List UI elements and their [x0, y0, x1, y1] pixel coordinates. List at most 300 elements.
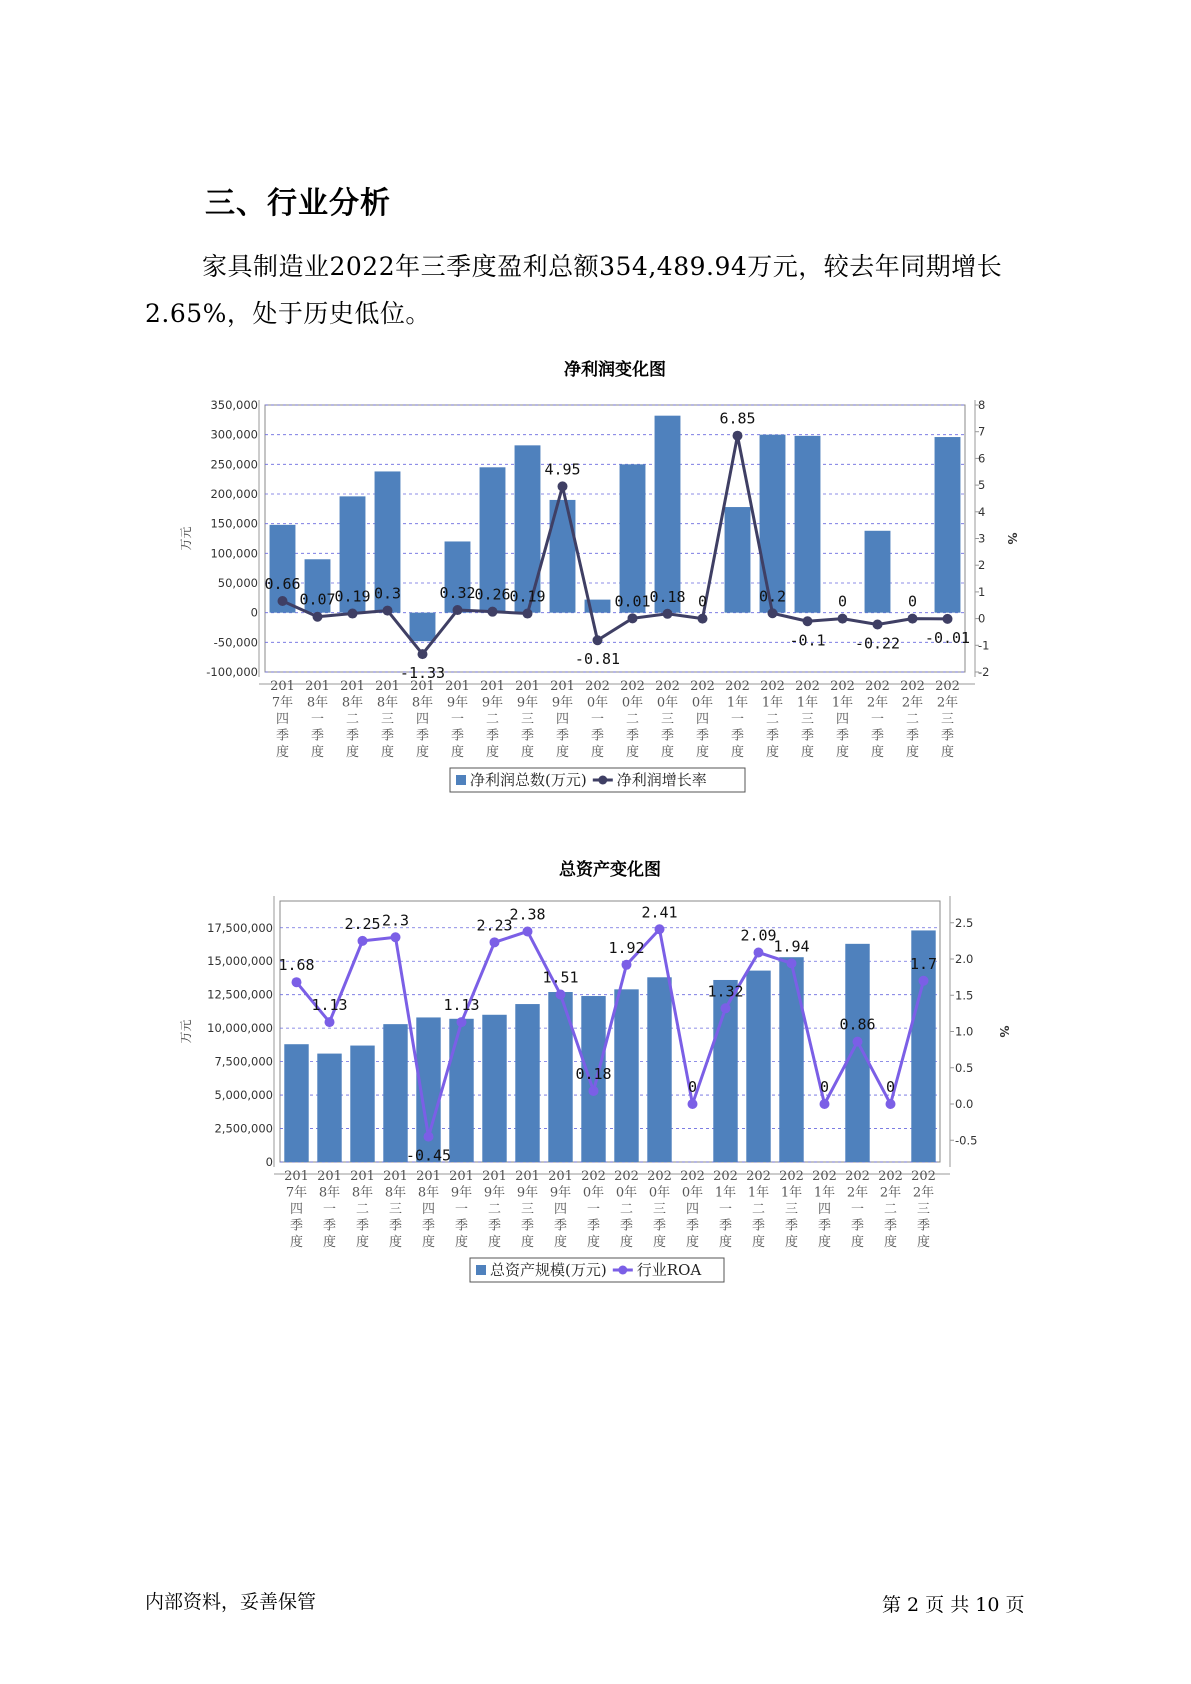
y2-tick-label: 6 [978, 451, 986, 466]
category-label [725, 679, 750, 760]
y-tick-label: 5,000,000 [214, 1088, 273, 1103]
category-label-line: 9年 [549, 1185, 572, 1201]
category-label-line: 度 [289, 1235, 304, 1250]
data-label: 0.66 [264, 574, 301, 593]
legend-line-label: 净利润增长率 [616, 771, 707, 789]
category-label-line: 季 [345, 728, 360, 744]
line-point [698, 614, 708, 624]
category-label-line: 季 [415, 728, 430, 744]
category-label-line: 202 [760, 679, 785, 694]
category-label-line: 度 [850, 1235, 865, 1250]
category-label-line: 一 [450, 712, 465, 727]
category-label [865, 679, 890, 760]
line-point [754, 947, 764, 957]
category-label-line: 季 [520, 728, 535, 744]
y-tick-label: 150,000 [210, 516, 258, 531]
y2-tick-label: -0.5 [955, 1133, 978, 1148]
y2-axis-label: % [997, 1025, 1011, 1038]
line-point [358, 936, 368, 946]
bar [620, 464, 646, 612]
line-point [424, 1132, 434, 1142]
data-label: 2.25 [344, 914, 381, 933]
line-point [655, 924, 665, 934]
category-label-line: 201 [410, 679, 435, 694]
category-label-line: 2年 [912, 1185, 935, 1201]
category-label-line: 9年 [446, 695, 469, 711]
line-point [919, 976, 929, 986]
category-label-line: 202 [725, 679, 750, 694]
category-label-line: 0年 [648, 1185, 671, 1201]
category-label-line: 1年 [761, 695, 784, 711]
category-label-line: 201 [284, 1169, 309, 1184]
data-label: 0.07 [299, 590, 336, 609]
bar [865, 531, 891, 613]
line-point [490, 937, 500, 947]
data-label: -0.1 [789, 631, 826, 650]
category-label-line: 一 [322, 1202, 337, 1217]
category-label-line: 季 [625, 728, 640, 744]
category-label-line: 9年 [481, 695, 504, 711]
category-label-line: 三 [660, 712, 675, 727]
category-label-line: 201 [515, 1169, 540, 1184]
category-label-line: 度 [751, 1235, 766, 1250]
category-label-line: 度 [800, 745, 815, 760]
category-label [340, 679, 365, 760]
bar [515, 1004, 539, 1162]
category-label-line: 季 [850, 1218, 865, 1234]
category-label-line: 201 [270, 679, 295, 694]
y-tick-label: 15,000,000 [207, 954, 273, 969]
line-point [348, 609, 358, 619]
data-label: 4.95 [544, 460, 581, 479]
category-label-line: 季 [800, 728, 815, 744]
bar [350, 1046, 374, 1162]
category-label [713, 1169, 738, 1250]
category-label-line: 度 [940, 745, 955, 760]
category-label-line: 202 [900, 679, 925, 694]
category-label-line: 度 [553, 1235, 568, 1250]
line-point [820, 1099, 830, 1109]
data-label: 1.94 [773, 937, 810, 956]
category-label-line: 202 [655, 679, 680, 694]
category-label-line: 季 [883, 1218, 898, 1234]
category-label-line: 季 [275, 728, 290, 744]
category-label-line: 季 [718, 1218, 733, 1234]
category-label-line: 201 [445, 679, 470, 694]
category-label-line: 季 [660, 728, 675, 744]
data-label: 1.68 [278, 956, 315, 975]
category-label-line: 1年 [780, 1185, 803, 1201]
category-label-line: 7年 [271, 695, 294, 711]
legend-line-marker [618, 1266, 627, 1275]
line-point [768, 608, 778, 618]
line-point [873, 619, 883, 629]
category-label-line: 季 [685, 1218, 700, 1234]
line-point [292, 977, 302, 987]
category-label-line: 季 [553, 1218, 568, 1234]
line-point [688, 1099, 698, 1109]
category-label-line: 四 [553, 1202, 568, 1217]
category-label-line: 季 [870, 728, 885, 744]
category-label [416, 1169, 441, 1250]
data-label: 2.23 [476, 916, 513, 935]
data-label: 1.32 [707, 982, 744, 1001]
bar [284, 1044, 308, 1162]
category-label-line: 四 [817, 1202, 832, 1217]
category-label-line: 度 [310, 745, 325, 760]
legend-bar-swatch [456, 775, 466, 785]
category-label-line: 202 [713, 1169, 738, 1184]
category-label [350, 1169, 375, 1250]
category-label [550, 679, 575, 760]
category-label-line: 1年 [747, 1185, 770, 1201]
category-label-line: 季 [835, 728, 850, 744]
bar [795, 436, 821, 613]
category-label-line: 202 [680, 1169, 705, 1184]
data-label: 0 [697, 592, 708, 611]
data-label: 0 [819, 1078, 830, 1096]
category-label-line: 季 [421, 1218, 436, 1234]
data-label: 0.3 [373, 584, 402, 603]
category-label [845, 1169, 870, 1250]
category-label [585, 679, 610, 760]
category-label-line: 201 [383, 1169, 408, 1184]
footer-confidential-note: 内部资料，妥善保管 [145, 1591, 317, 1613]
category-label-line: 度 [765, 745, 780, 760]
category-label-line: 9年 [516, 695, 539, 711]
line-point [523, 609, 533, 619]
category-label-line: 202 [614, 1169, 639, 1184]
category-label-line: 四 [555, 712, 570, 727]
category-label-line: 2年 [846, 1185, 869, 1201]
category-label-line: 度 [355, 1235, 370, 1250]
category-label-line: 8年 [417, 1185, 440, 1201]
line-point [457, 1017, 467, 1027]
data-label: 6.85 [719, 409, 756, 428]
category-label-line: 0年 [656, 695, 679, 711]
category-label-line: 二 [345, 712, 360, 727]
category-label-line: 1年 [831, 695, 854, 711]
category-label-line: 度 [454, 1235, 469, 1250]
category-label-line: 一 [310, 712, 325, 727]
category-label-line: 8年 [306, 695, 329, 711]
category-label-line: 202 [935, 679, 960, 694]
data-label: 0.19 [509, 587, 546, 606]
net-profit-chart [0, 350, 1191, 810]
category-label-line: 二 [487, 1202, 502, 1217]
line-point [853, 1037, 863, 1047]
data-label: 1.92 [608, 938, 645, 957]
bar [845, 944, 869, 1162]
category-label-line: 度 [835, 745, 850, 760]
legend [450, 768, 745, 792]
data-label: 1.51 [542, 968, 579, 987]
category-label-line: 四 [835, 712, 850, 727]
category-label-line: 三 [916, 1202, 931, 1217]
category-label-line: 202 [812, 1169, 837, 1184]
category-label-line: 度 [685, 1235, 700, 1250]
y2-tick-label: 4 [978, 504, 986, 519]
line-point [383, 606, 393, 616]
data-label: 0.19 [334, 587, 371, 606]
category-label [445, 679, 470, 760]
line-point [589, 1086, 599, 1096]
y-tick-label: -50,000 [213, 635, 258, 650]
category-label [410, 679, 435, 760]
category-label-line: 季 [765, 728, 780, 744]
chart-title: 净利润变化图 [564, 360, 666, 380]
category-label [480, 679, 505, 760]
category-label [655, 679, 680, 760]
category-label-line: 季 [652, 1218, 667, 1234]
bar [317, 1054, 341, 1162]
category-label-line: 四 [415, 712, 430, 727]
y2-tick-label: 3 [978, 531, 986, 546]
category-label-line: 季 [940, 728, 955, 744]
category-label [482, 1169, 507, 1250]
category-label-line: 度 [652, 1235, 667, 1250]
category-label [900, 679, 925, 760]
category-label [375, 679, 400, 760]
category-label [812, 1169, 837, 1250]
y2-tick-label: 1.0 [955, 1024, 974, 1039]
category-label-line: 1年 [796, 695, 819, 711]
y2-tick-label: 2.0 [955, 952, 974, 966]
data-label: 0 [837, 592, 848, 611]
category-label-line: 度 [905, 745, 920, 760]
line-point [622, 960, 632, 970]
category-label-line: 201 [482, 1169, 507, 1184]
legend-bar-swatch [476, 1265, 486, 1275]
category-label-line: 二 [625, 712, 640, 727]
category-label-line: 一 [730, 712, 745, 727]
category-label [830, 679, 855, 760]
category-label-line: 202 [845, 1169, 870, 1184]
data-label: -0.45 [405, 1146, 452, 1165]
category-label-line: 度 [555, 745, 570, 760]
y-tick-label: 350,000 [210, 398, 258, 412]
category-label-line: 8年 [411, 695, 434, 711]
bar [779, 957, 803, 1162]
category-label-line: 202 [795, 679, 820, 694]
data-label: -1.33 [399, 664, 446, 683]
category-label-line: 201 [515, 679, 540, 694]
category-label [515, 1169, 540, 1250]
data-label: 1.13 [443, 996, 480, 1015]
category-label-line: 度 [487, 1235, 502, 1250]
category-label-line: 度 [590, 745, 605, 760]
category-label-line: 8年 [341, 695, 364, 711]
category-label [548, 1169, 573, 1250]
plot-frame [265, 405, 965, 672]
y2-axis-label: % [1005, 532, 1019, 545]
category-label-line: 8年 [318, 1185, 341, 1201]
bar [383, 1024, 407, 1162]
category-label-line: 9年 [516, 1185, 539, 1201]
category-label-line: 二 [751, 1202, 766, 1217]
line-point [803, 616, 813, 626]
category-label-line: 季 [310, 728, 325, 744]
y-tick-label: 100,000 [210, 546, 258, 561]
legend [470, 1258, 724, 1282]
category-label-line: 度 [718, 1235, 733, 1250]
bar [746, 971, 770, 1162]
bar [725, 507, 751, 613]
y-axis-label: 万元 [179, 1019, 193, 1044]
category-label-line: 度 [380, 745, 395, 760]
data-label: 0.18 [575, 1064, 612, 1083]
data-label: 0.32 [439, 584, 476, 603]
category-label-line: 季 [380, 728, 395, 744]
category-label-line: 202 [585, 679, 610, 694]
line-point [593, 635, 603, 645]
category-label-line: 三 [940, 712, 955, 727]
bar [449, 1019, 473, 1162]
data-label: 0.86 [839, 1015, 876, 1034]
category-label-line: 1年 [714, 1185, 737, 1201]
category-label-line: 三 [520, 1202, 535, 1217]
category-label [449, 1169, 474, 1250]
y2-tick-label: -2 [978, 665, 990, 679]
category-label-line: 201 [375, 679, 400, 694]
data-label: 0.2 [758, 587, 787, 606]
category-label-line: 201 [416, 1169, 441, 1184]
category-label-line: 度 [817, 1235, 832, 1250]
category-label-line: 2年 [901, 695, 924, 711]
data-label: 1.13 [311, 996, 348, 1015]
category-label-line: 1年 [726, 695, 749, 711]
category-label-line: 度 [625, 745, 640, 760]
data-label: 2.41 [641, 903, 678, 922]
chart-title: 总资产变化图 [559, 860, 661, 880]
category-label-line: 度 [695, 745, 710, 760]
category-label-line: 四 [289, 1202, 304, 1217]
category-label-line: 二 [905, 712, 920, 727]
category-label-line: 0年 [586, 695, 609, 711]
category-label-line: 季 [454, 1218, 469, 1234]
category-label-line: 三 [652, 1202, 667, 1217]
bar [760, 435, 786, 613]
category-label-line: 度 [520, 745, 535, 760]
category-label-line: 202 [830, 679, 855, 694]
y2-tick-label: 1 [978, 584, 986, 599]
y2-tick-label: 0.5 [955, 1060, 974, 1075]
category-label-line: 9年 [483, 1185, 506, 1201]
line-point [943, 614, 953, 624]
category-label-line: 201 [305, 679, 330, 694]
data-label: 0 [907, 592, 918, 611]
data-label: -0.22 [854, 634, 901, 653]
category-label-line: 季 [555, 728, 570, 744]
y2-tick-label: 2 [978, 558, 986, 573]
line-point [733, 431, 743, 441]
category-label-line: 三 [380, 712, 395, 727]
category-label-line: 度 [275, 745, 290, 760]
category-label-line: 季 [619, 1218, 634, 1234]
data-label: 0.18 [649, 587, 686, 606]
category-label [690, 679, 715, 760]
y-tick-label: 17,500,000 [207, 920, 273, 935]
category-label-line: 202 [911, 1169, 936, 1184]
category-label-line: 202 [647, 1169, 672, 1184]
category-label-line: 度 [322, 1235, 337, 1250]
line-point [558, 481, 568, 491]
category-label-line: 季 [388, 1218, 403, 1234]
line-point [787, 958, 797, 968]
y-tick-label: 200,000 [210, 487, 258, 501]
line-point [523, 926, 533, 936]
category-label-line: 一 [590, 712, 605, 727]
category-label-line: 度 [916, 1235, 931, 1250]
category-label-line: 二 [485, 712, 500, 727]
y-tick-label: 0 [250, 605, 258, 620]
category-label-line: 四 [421, 1202, 436, 1217]
category-label-line: 三 [520, 712, 535, 727]
data-label: 1.7 [909, 954, 938, 973]
category-label-line: 季 [450, 728, 465, 744]
bar [935, 437, 961, 613]
category-label-line: 1年 [813, 1185, 836, 1201]
category-label-line: 四 [695, 712, 710, 727]
line-point [313, 612, 323, 622]
category-label-line: 201 [548, 1169, 573, 1184]
legend-line-marker [598, 776, 607, 785]
category-label-line: 季 [520, 1218, 535, 1234]
line-point [325, 1017, 335, 1027]
y-axis-label: 万元 [179, 526, 193, 551]
data-label: 2.38 [509, 905, 546, 924]
category-label [305, 679, 330, 760]
category-label-line: 201 [550, 679, 575, 694]
category-label-line: 二 [355, 1202, 370, 1217]
category-label-line: 度 [345, 745, 360, 760]
y-tick-label: 10,000,000 [207, 1021, 273, 1036]
category-label [911, 1169, 936, 1250]
line-point [453, 605, 463, 615]
category-label-line: 度 [520, 1235, 535, 1250]
category-label-line: 季 [730, 728, 745, 744]
category-label-line: 202 [779, 1169, 804, 1184]
category-label-line: 201 [449, 1169, 474, 1184]
category-label [270, 679, 295, 760]
category-label-line: 度 [730, 745, 745, 760]
data-label: -0.81 [574, 650, 621, 669]
category-label-line: 度 [619, 1235, 634, 1250]
bar [482, 1015, 506, 1162]
data-label: -0.01 [924, 628, 971, 647]
category-label-line: 三 [784, 1202, 799, 1217]
line-point [886, 1099, 896, 1109]
y2-tick-label: 5 [978, 478, 986, 493]
category-label-line: 2年 [879, 1185, 902, 1201]
category-label [620, 679, 645, 760]
category-label-line: 9年 [551, 695, 574, 711]
bar [410, 613, 436, 641]
category-label-line: 8年 [376, 695, 399, 711]
category-label-line: 202 [865, 679, 890, 694]
line-point [391, 932, 401, 942]
category-label [795, 679, 820, 760]
category-label-line: 季 [586, 1218, 601, 1234]
y2-tick-label: 1.5 [955, 988, 974, 1003]
analysis-paragraph: 家具制造业2022年三季度盈利总额354,489.94万元，较去年同期增长2.65%，处于历史低位。 [145, 252, 1003, 328]
category-label-line: 季 [355, 1218, 370, 1234]
category-label [581, 1169, 606, 1250]
category-label [284, 1169, 309, 1250]
data-label: 0.01 [614, 592, 651, 611]
category-label [680, 1169, 705, 1250]
line-point [556, 990, 566, 1000]
